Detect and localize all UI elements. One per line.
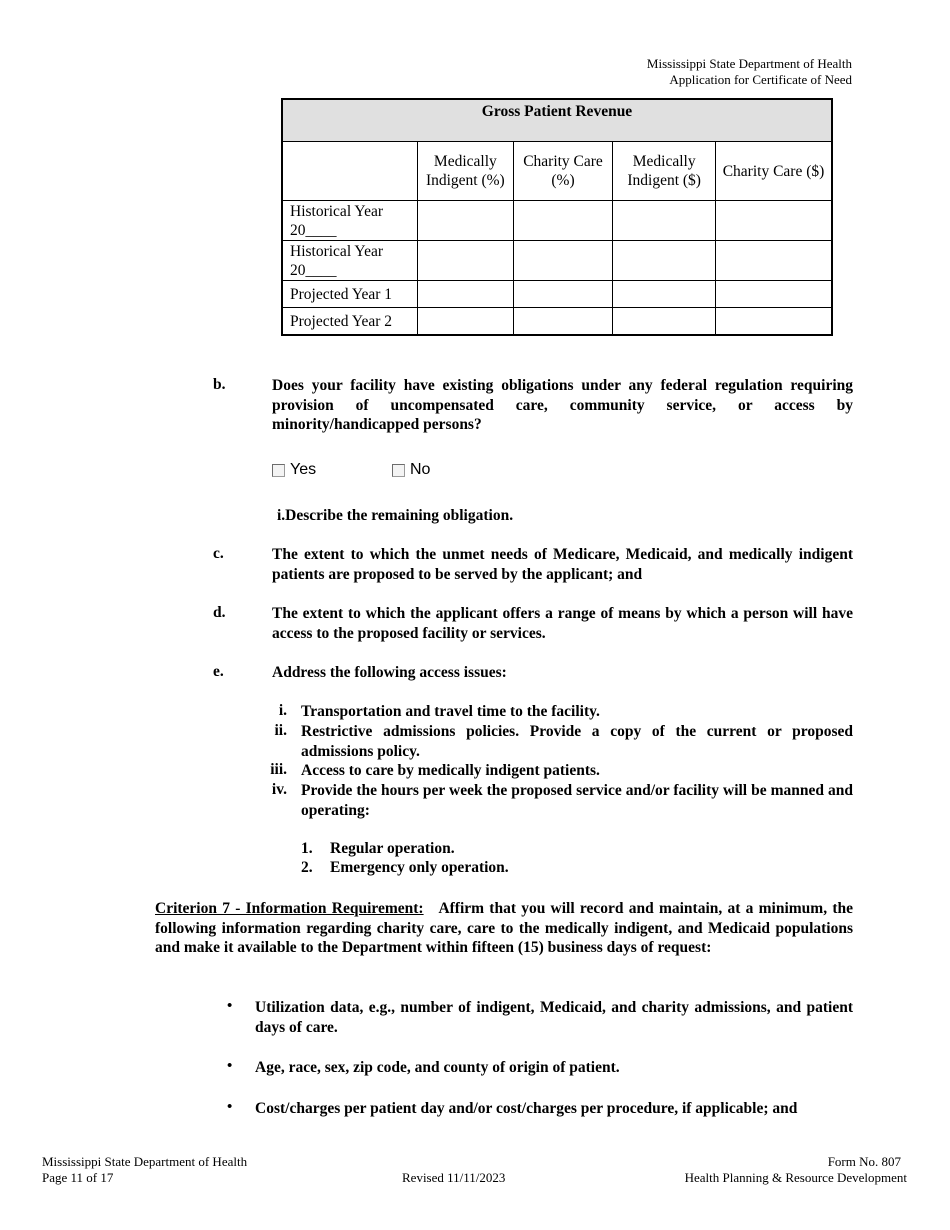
column-header-charity-care-dollars: Charity Care ($) — [716, 142, 832, 201]
table-title: Gross Patient Revenue — [282, 99, 832, 142]
criterion-7-text: Affirm that you will record and maintain, at a minimum, the following information regarding charity care, care to the medically indigent, and Medicaid populations and make it available to the Department within fifteen (15) business days of request: — [155, 900, 853, 956]
item-b-label: b. — [213, 376, 226, 393]
item-e-label: e. — [213, 663, 224, 680]
bullet-cost-charges: Cost/charges per patient day and/or cost/charges per procedure, if applicable; and — [255, 1100, 798, 1117]
page-header — [647, 56, 852, 88]
table-cell[interactable] — [513, 201, 613, 241]
table-row — [282, 201, 832, 241]
bullet-icon: • — [227, 1058, 233, 1074]
table-cell[interactable] — [513, 241, 613, 281]
footer-left — [42, 1154, 247, 1186]
checkbox-box[interactable] — [392, 464, 405, 477]
gross-patient-revenue-table — [281, 98, 833, 336]
criterion-7-title: Criterion 7 - Information Requirement: — [155, 900, 424, 917]
column-header-blank — [282, 142, 417, 201]
table-row — [282, 241, 832, 281]
yes-label: Yes — [290, 461, 317, 478]
table-cell[interactable] — [417, 201, 513, 241]
table-cell[interactable] — [613, 281, 716, 308]
row-label: Projected Year 1 — [282, 281, 417, 308]
sub-ii-number: ii. — [274, 722, 287, 739]
column-header-medically-indigent-pct: Medically Indigent (%) — [417, 142, 513, 201]
table-row — [282, 308, 832, 336]
column-header-charity-care-pct: Charity Care (%) — [513, 142, 613, 201]
table-cell[interactable] — [417, 308, 513, 336]
footer-form-number: Form No. 807 — [827, 1154, 901, 1169]
sub-iii-text: Access to care by medically indigent patients. — [301, 762, 600, 779]
item-e-text: Address the following access issues: — [272, 664, 507, 681]
no-label: No — [410, 461, 431, 478]
item-d-label: d. — [213, 604, 226, 621]
table-row — [282, 281, 832, 308]
yes-checkbox[interactable] — [272, 461, 316, 479]
header-form-title: Application for Certificate of Need — [669, 72, 852, 87]
footer-agency: Mississippi State Department of Health — [42, 1154, 248, 1169]
sub-iii-number: iii. — [270, 761, 287, 778]
table-cell[interactable] — [613, 201, 716, 241]
footer-right — [685, 1154, 907, 1186]
no-checkbox[interactable] — [392, 461, 430, 479]
row-label: Projected Year 2 — [282, 308, 417, 336]
table-cell[interactable] — [716, 308, 832, 336]
table-cell[interactable] — [417, 281, 513, 308]
bullet-icon: • — [227, 1099, 233, 1115]
table-cell[interactable] — [716, 281, 832, 308]
table-cell[interactable] — [417, 241, 513, 281]
footer-division: Health Planning & Resource Development — [684, 1170, 907, 1185]
item-c-label: c. — [213, 545, 224, 562]
row-label: Historical Year 20____ — [282, 201, 417, 241]
bullet-icon: • — [227, 998, 233, 1014]
table-cell[interactable] — [613, 241, 716, 281]
op-1-text: Regular operation. — [330, 840, 455, 857]
table-cell[interactable] — [613, 308, 716, 336]
item-b-text: Does your facility have existing obligations under any federal regulation requiring provision of uncompensated care, community service, or access by minority/handicapped persons? — [272, 377, 853, 433]
sub-i-text: Transportation and travel time to the facility. — [301, 703, 600, 720]
bullet-demographics: Age, race, sex, zip code, and county of origin of patient. — [255, 1059, 620, 1076]
table-cell[interactable] — [716, 241, 832, 281]
footer-page-number: Page 11 of 17 — [42, 1170, 114, 1185]
table-cell[interactable] — [513, 308, 613, 336]
sub-iv-number: iv. — [271, 781, 287, 798]
table-cell[interactable] — [513, 281, 613, 308]
checkbox-box[interactable] — [272, 464, 285, 477]
column-header-medically-indigent-dollars: Medically Indigent ($) — [613, 142, 716, 201]
item-d-text: The extent to which the applicant offers a range of means by which a person will have access to the proposed facility or services. — [272, 605, 853, 642]
item-b-sub-i: i.Describe the remaining obligation. — [277, 507, 514, 524]
sub-iv-text: Provide the hours per week the proposed service and/or facility will be manned and operating: — [301, 782, 853, 819]
row-label: Historical Year 20____ — [282, 241, 417, 281]
item-c-text: The extent to which the unmet needs of Medicare, Medicaid, and medically indigent patients are proposed to be served by the applicant; and — [272, 546, 853, 583]
op-2-number: 2. — [301, 859, 313, 876]
sub-i-number: i. — [278, 702, 287, 719]
op-1-number: 1. — [301, 840, 313, 857]
op-2-text: Emergency only operation. — [330, 859, 509, 876]
criterion-7-paragraph — [155, 899, 853, 958]
bullet-utilization-data: Utilization data, e.g., number of indigent, Medicaid, and charity admissions, and patient days of care. — [255, 999, 853, 1036]
table-cell[interactable] — [716, 201, 832, 241]
footer-revised-date: Revised 11/11/2023 — [402, 1170, 506, 1185]
sub-ii-text: Restrictive admissions policies. Provide a copy of the current or proposed admissions policy. — [301, 723, 853, 760]
header-agency: Mississippi State Department of Health — [646, 56, 852, 71]
